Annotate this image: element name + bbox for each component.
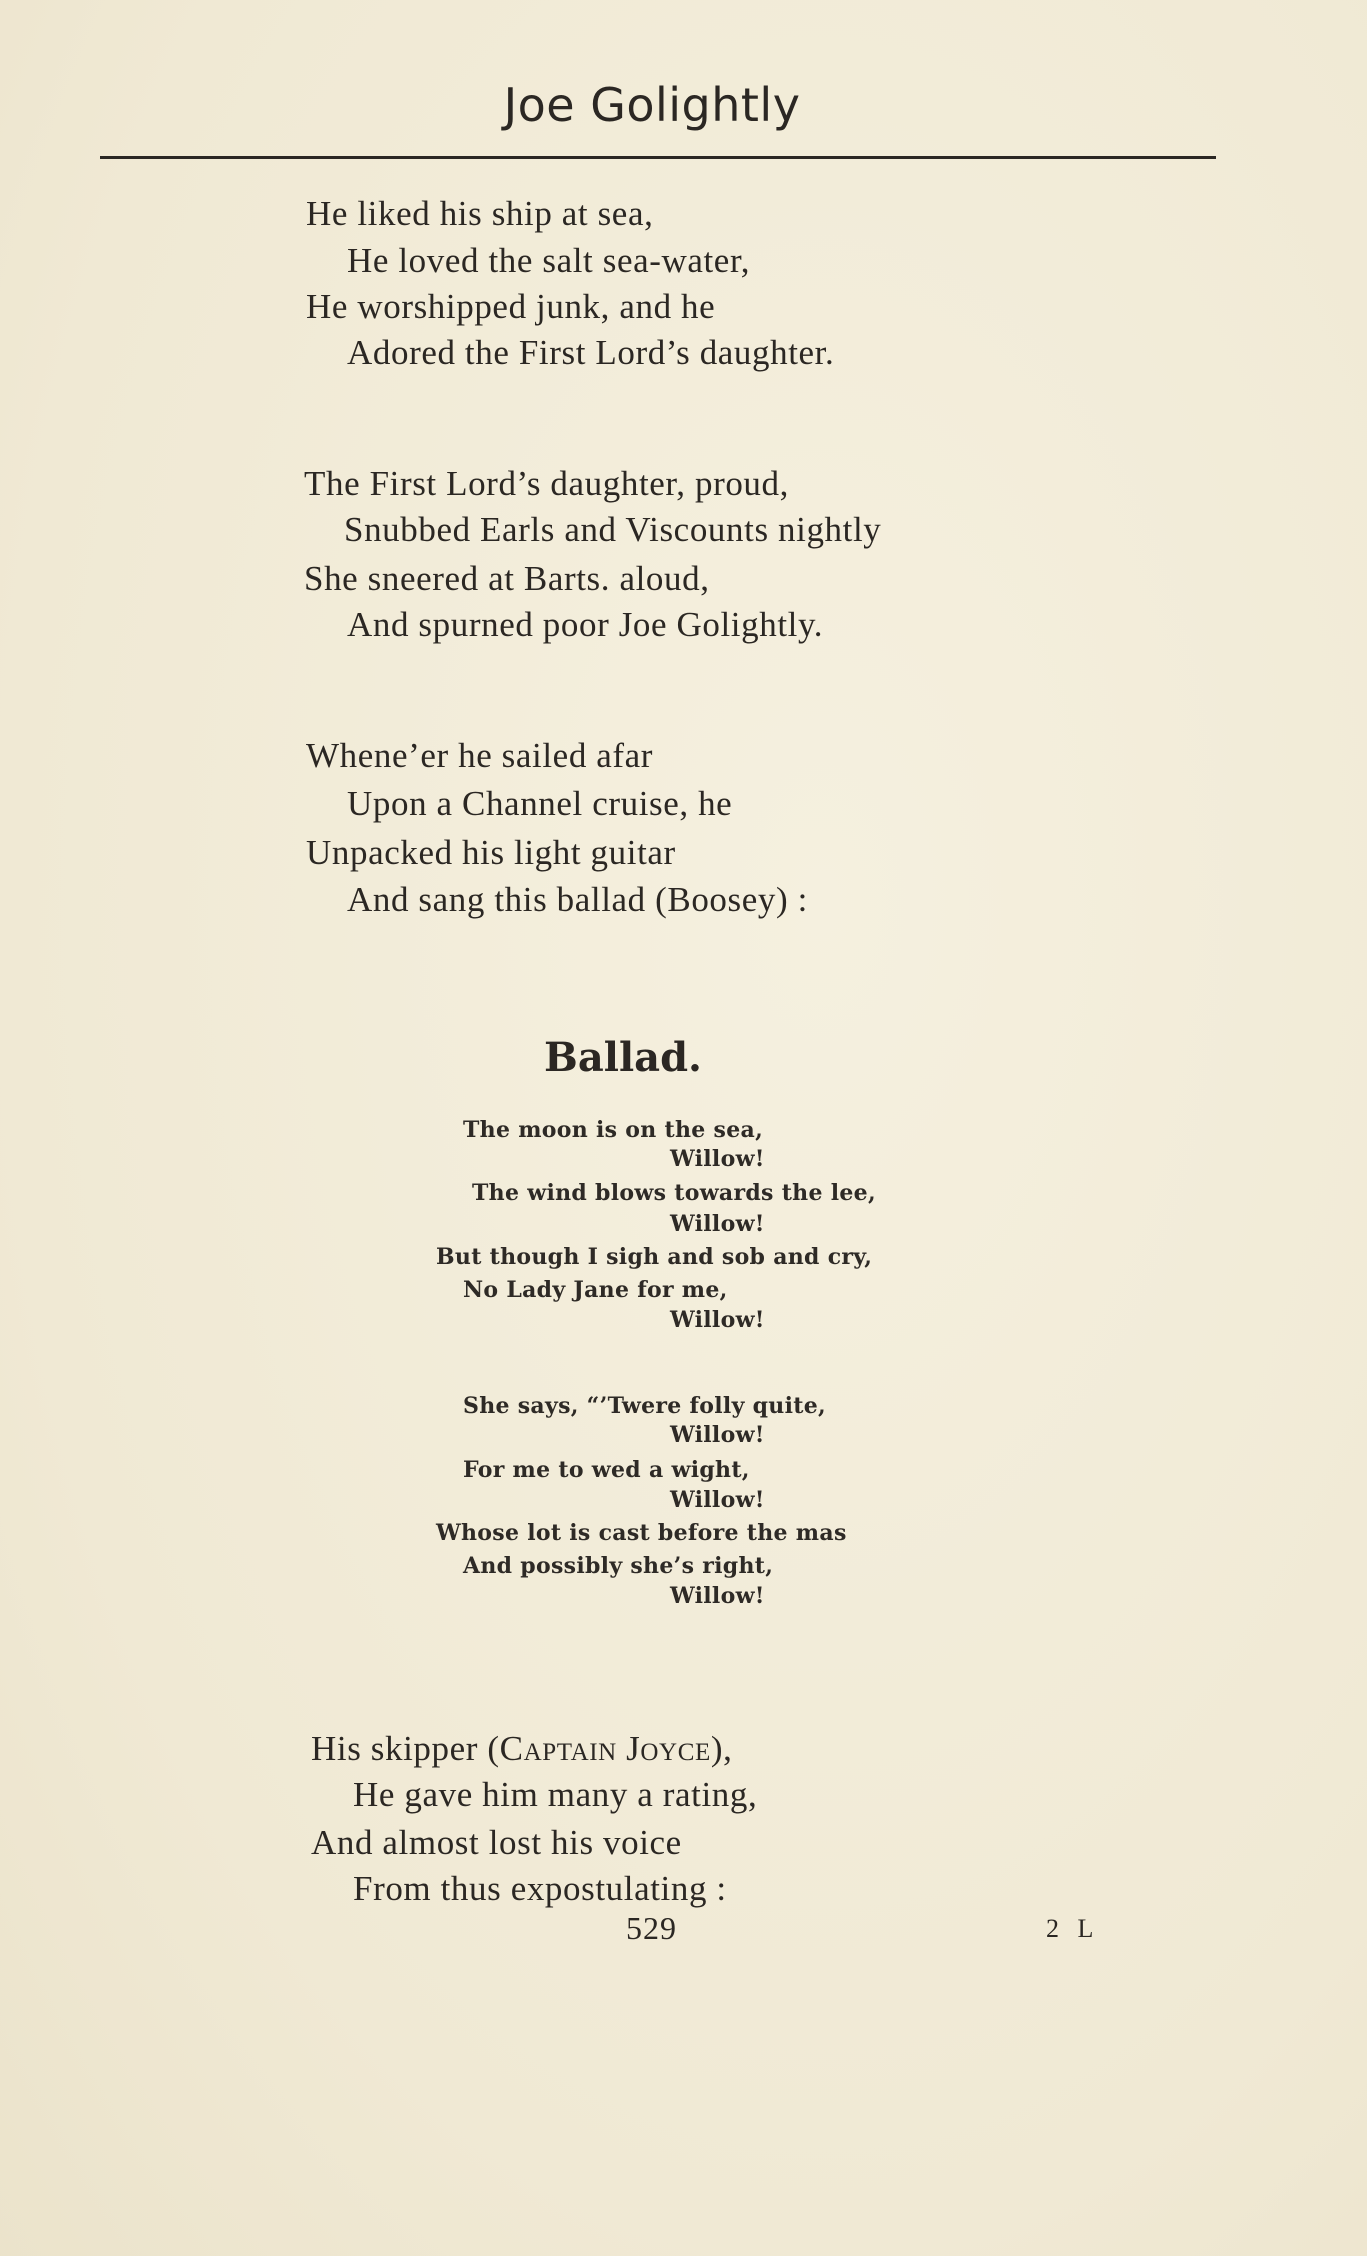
- ballad-line: No Lady Jane for me,: [463, 1277, 728, 1303]
- verse-line: And spurned poor Joe Golightly.: [347, 605, 824, 644]
- ballad-refrain: Willow!: [670, 1583, 765, 1609]
- ballad-line: She says, “’Twere folly quite,: [463, 1393, 826, 1419]
- ballad-refrain: Willow!: [670, 1307, 765, 1333]
- verse-line: He liked his ship at sea,: [306, 194, 654, 233]
- verse-line: She sneered at Barts. aloud,: [304, 559, 710, 598]
- verse-line: [311, 1729, 732, 1769]
- ballad-refrain: Willow!: [670, 1422, 765, 1448]
- text-run: His skipper (: [311, 1729, 500, 1768]
- ballad-refrain: Willow!: [670, 1487, 765, 1513]
- signature-mark: 2 L: [1046, 1914, 1100, 1943]
- verse-line: Whene’er he sailed afar: [306, 736, 654, 775]
- text-run: ),: [710, 1729, 733, 1768]
- ballad-line: The wind blows towards the lee,: [472, 1180, 876, 1206]
- verse-line: He gave him many a rating,: [353, 1775, 758, 1814]
- ballad-refrain: Willow!: [670, 1146, 765, 1172]
- verse-line: And sang this ballad (Boosey) :: [347, 880, 808, 919]
- page-number: 529: [626, 1910, 677, 1946]
- ballad-line: For me to wed a wight,: [463, 1457, 750, 1483]
- ballad-title: Ballad.: [544, 1034, 702, 1081]
- verse-line: And almost lost his voice: [311, 1823, 682, 1862]
- running-head-title: Joe Golightly: [503, 78, 801, 132]
- ballad-line: Whose lot is cast before the mas: [436, 1520, 847, 1546]
- verse-line: From thus expostulating :: [353, 1869, 727, 1908]
- ballad-refrain: Willow!: [670, 1211, 765, 1237]
- ballad-line: The moon is on the sea,: [463, 1117, 764, 1143]
- verse-line: Adored the First Lord’s daughter.: [347, 333, 835, 372]
- verse-line: He worshipped junk, and he: [306, 287, 716, 326]
- verse-line: The First Lord’s daughter, proud,: [304, 464, 789, 503]
- header-rule: [100, 156, 1216, 159]
- captain-name: Captain Joyce: [499, 1729, 711, 1768]
- ballad-line: But though I sigh and sob and cry,: [436, 1244, 873, 1270]
- verse-line: Snubbed Earls and Viscounts nightly: [344, 510, 882, 549]
- ballad-line: And possibly she’s right,: [463, 1553, 774, 1579]
- verse-line: Upon a Channel cruise, he: [347, 784, 733, 823]
- verse-line: Unpacked his light guitar: [306, 833, 676, 872]
- verse-line: He loved the salt sea-water,: [347, 241, 751, 280]
